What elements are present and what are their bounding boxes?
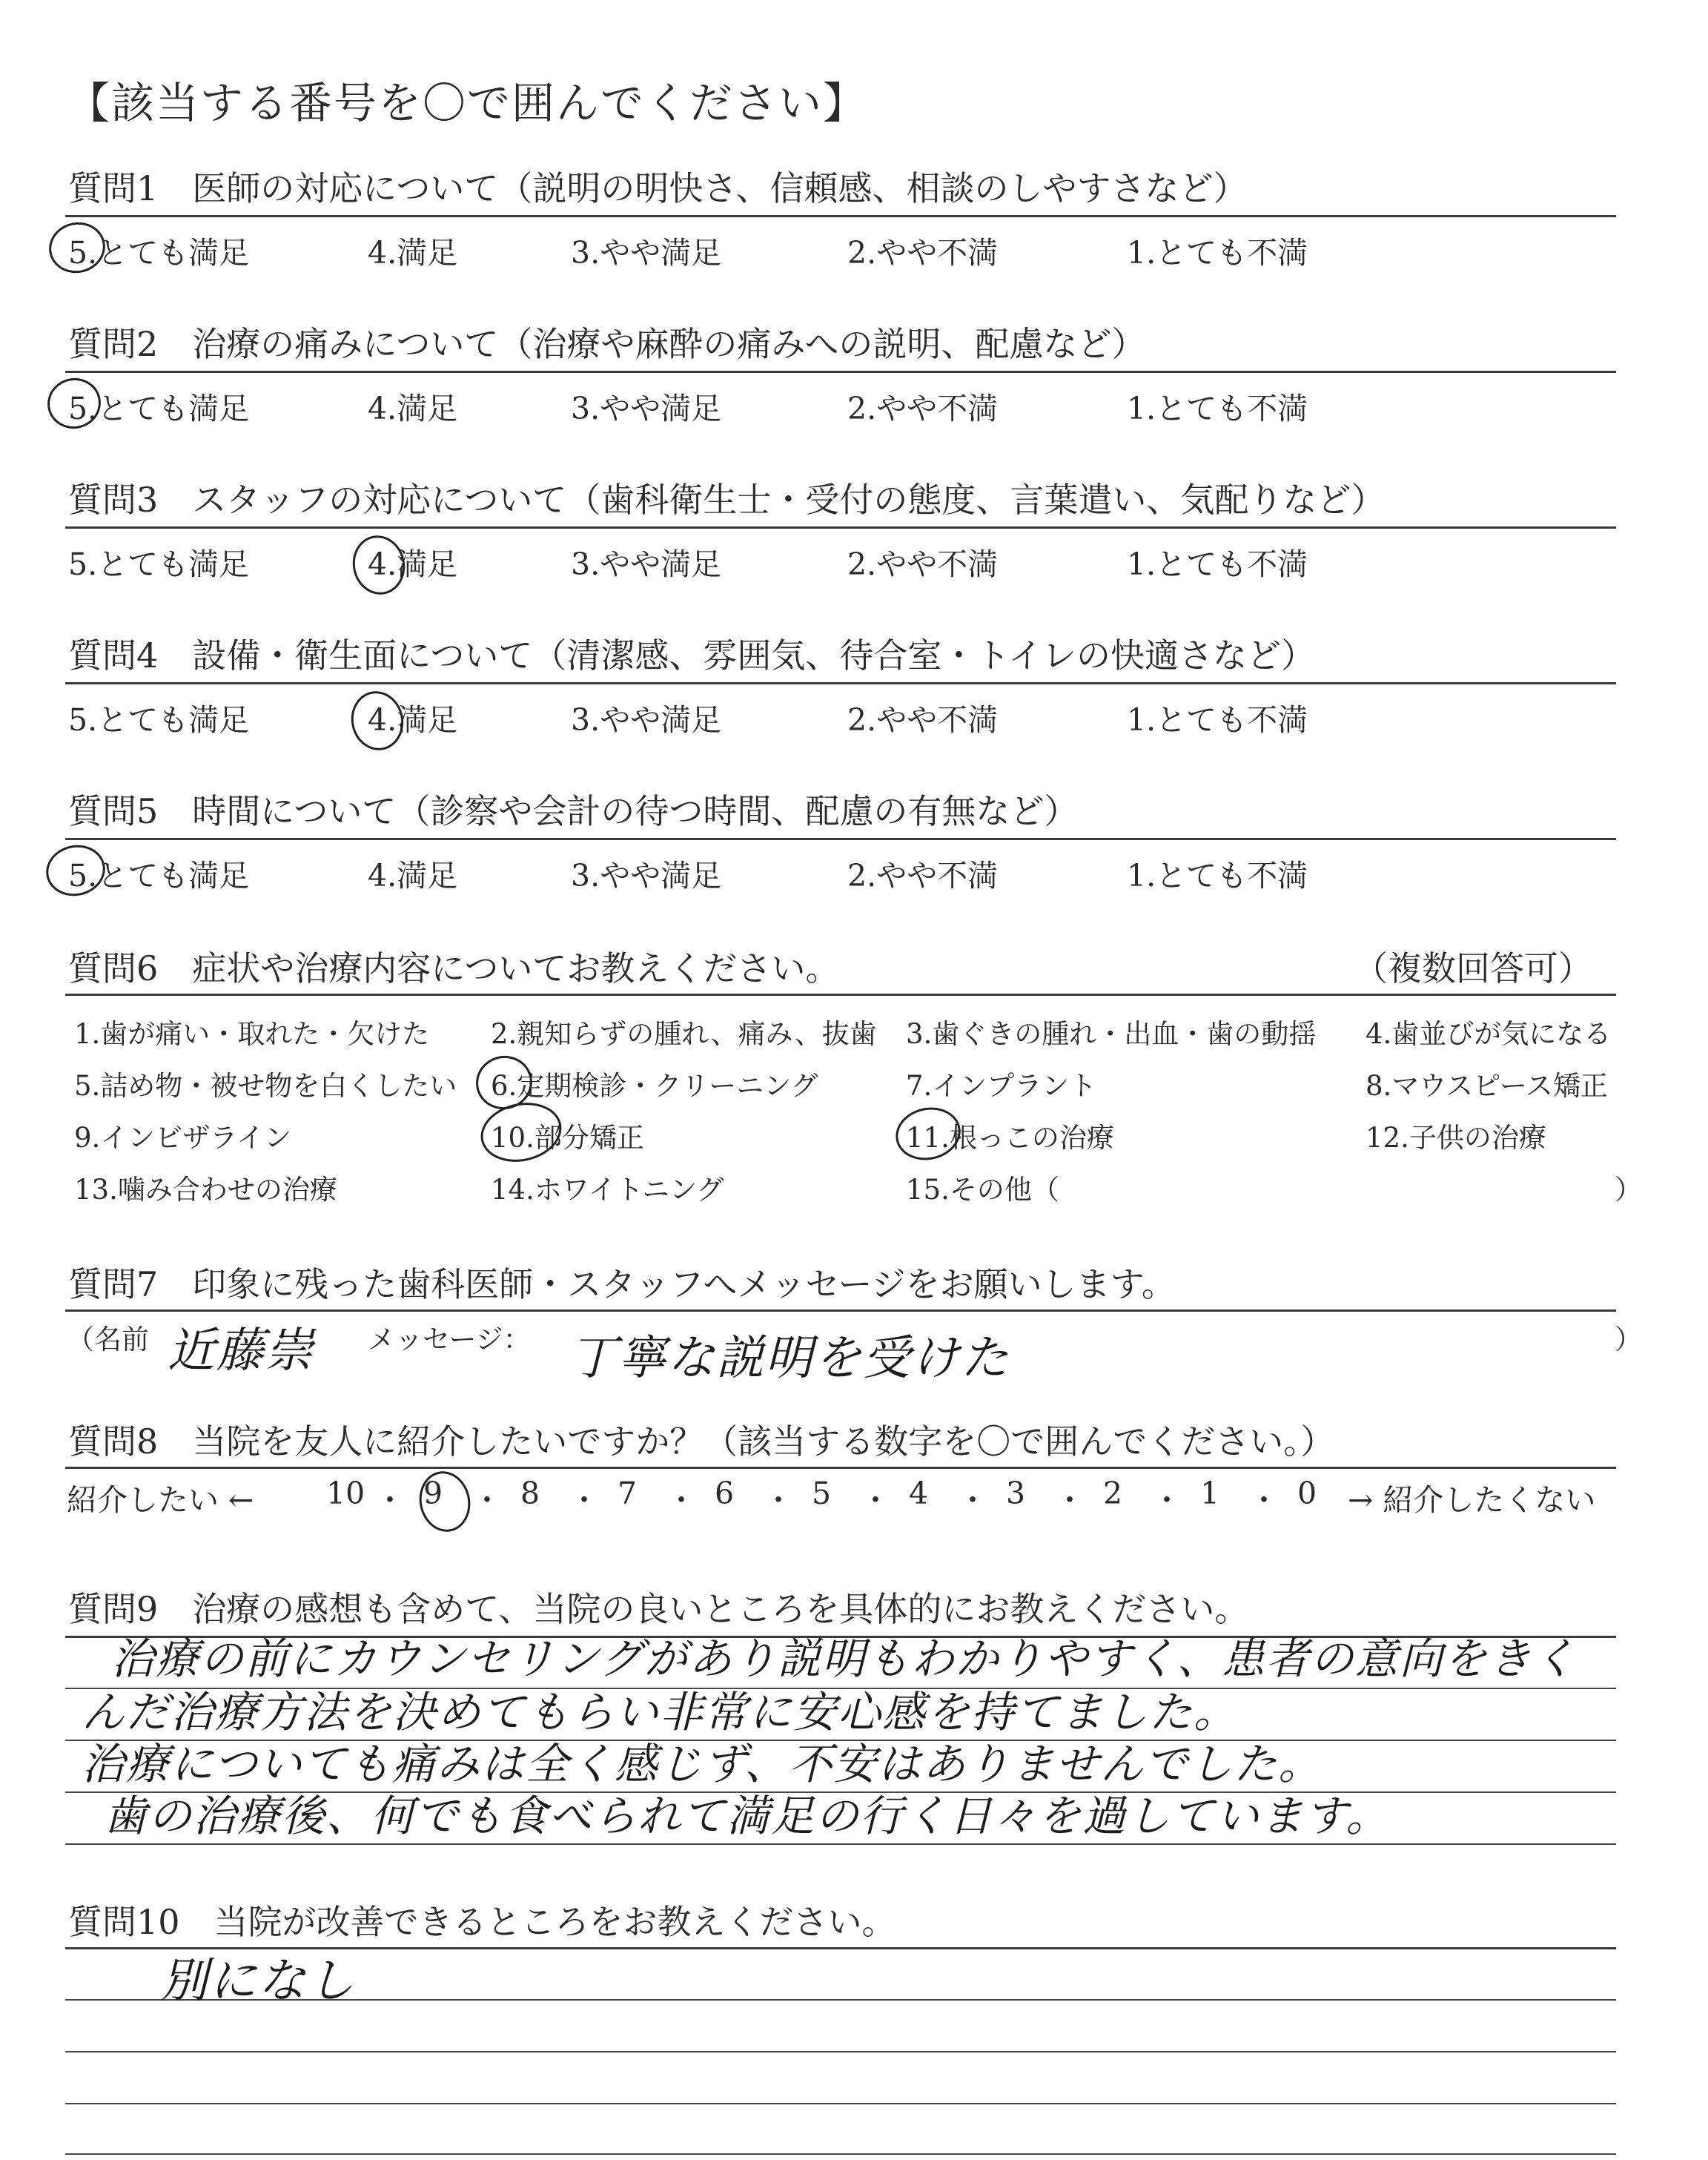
q9-answer-line-2[interactable]: んだ治療方法を決めてもらい非常に安心感を持てました。 bbox=[82, 1687, 1239, 1737]
q6-item-10[interactable]: 10.部分矯正 bbox=[491, 1122, 644, 1154]
q8-scale-separator: ・ bbox=[1248, 1482, 1280, 1518]
q8-scale-separator: ・ bbox=[860, 1482, 891, 1518]
q6-selection-circle-11 bbox=[891, 1102, 966, 1166]
q8-left-label: 紹介したい ← bbox=[67, 1482, 254, 1518]
q5-option-2[interactable]: 2.やや不満 bbox=[847, 858, 999, 894]
q4-option-2[interactable]: 2.やや不満 bbox=[847, 702, 999, 738]
q7-message-value[interactable]: 丁寧な説明を受けた bbox=[569, 1331, 1010, 1386]
q6-item-13[interactable]: 13.噛み合わせの治療 bbox=[74, 1174, 337, 1206]
q8-scale-value-5[interactable]: 5 bbox=[812, 1476, 832, 1511]
question-4-label: 質問4 設備・衛生面について（清潔感、雰囲気、待合室・トイレの快適さなど） bbox=[68, 635, 1316, 676]
q8-scale-separator: ・ bbox=[569, 1482, 600, 1518]
question-1-label: 質問1 医師の対応について（説明の明快さ、信頼感、相談のしやすさなど） bbox=[68, 168, 1248, 208]
q8-scale-value-1[interactable]: 1 bbox=[1200, 1476, 1220, 1511]
q9-answer-line-4[interactable]: 歯の治療後、何でも食べられて満足の行く日々を過しています。 bbox=[104, 1791, 1391, 1841]
q3-option-5[interactable]: 5.とても満足 bbox=[68, 546, 250, 582]
question-8-label: 質問8 当院を友人に紹介したいですか？（該当する数字を〇で囲んでください。） bbox=[68, 1421, 1335, 1462]
q10-writing-line-3 bbox=[65, 2103, 1616, 2104]
q1-option-2[interactable]: 2.やや不満 bbox=[847, 235, 999, 271]
q8-scale-separator: ・ bbox=[374, 1482, 406, 1518]
question-7-rule bbox=[65, 1309, 1616, 1312]
q1-option-5[interactable]: 5.とても満足 bbox=[68, 235, 250, 271]
question-1-rule bbox=[65, 215, 1616, 217]
q9-answer-line-1[interactable]: 治療の前にカウンセリングがあり説明もわかりやすく、患者の意向をきく bbox=[111, 1634, 1578, 1684]
q1-option-3[interactable]: 3.やや満足 bbox=[571, 235, 722, 271]
q7-name-label: （名前 bbox=[67, 1324, 149, 1355]
question-3-label: 質問3 スタッフの対応について（歯科衛生士・受付の態度、言葉遣い、気配りなど） bbox=[68, 480, 1386, 520]
question-5-rule bbox=[65, 838, 1616, 840]
q9-writing-line-4 bbox=[65, 1843, 1616, 1845]
question-3-rule bbox=[65, 526, 1616, 529]
q6-item-8[interactable]: 8.マウスピース矯正 bbox=[1366, 1070, 1608, 1102]
q6-other-close-paren: ） bbox=[1615, 1174, 1642, 1206]
q5-option-5[interactable]: 5.とても満足 bbox=[68, 858, 250, 894]
question-10-label: 質問10 当院が改善できるところをお教えください。 bbox=[68, 1902, 896, 1942]
q10-writing-line-4 bbox=[65, 2153, 1616, 2155]
q8-scale-value-7[interactable]: 7 bbox=[618, 1476, 638, 1511]
question-7-label: 質問7 印象に残った歯科医師・スタッフへメッセージをお願いします。 bbox=[68, 1264, 1176, 1304]
q6-item-15[interactable]: 15.その他（ bbox=[906, 1174, 1059, 1206]
q4-option-1[interactable]: 1.とても不満 bbox=[1127, 702, 1308, 738]
question-5-label: 質問5 時間について（診察や会計の待つ時間、配慮の有無など） bbox=[68, 791, 1079, 831]
q5-option-1[interactable]: 1.とても不満 bbox=[1127, 858, 1308, 894]
q8-scale-value-2[interactable]: 2 bbox=[1103, 1476, 1123, 1511]
q7-close-paren: ） bbox=[1615, 1324, 1642, 1355]
q6-item-12[interactable]: 12.子供の治療 bbox=[1366, 1122, 1546, 1154]
q5-option-3[interactable]: 3.やや満足 bbox=[571, 858, 722, 894]
q2-option-5[interactable]: 5.とても満足 bbox=[68, 391, 250, 426]
question-6-note: （複数回答可） bbox=[1354, 948, 1592, 988]
q2-option-3[interactable]: 3.やや満足 bbox=[571, 391, 722, 426]
q2-option-4[interactable]: 4.満足 bbox=[368, 391, 458, 426]
q3-option-1[interactable]: 1.とても不満 bbox=[1127, 546, 1308, 582]
q5-option-4[interactable]: 4.満足 bbox=[368, 858, 458, 894]
q3-option-3[interactable]: 3.やや満足 bbox=[571, 546, 722, 582]
q4-option-5[interactable]: 5.とても満足 bbox=[68, 702, 250, 738]
q8-scale-value-10[interactable]: 10 bbox=[326, 1476, 365, 1511]
q6-item-7[interactable]: 7.インプラント bbox=[906, 1070, 1097, 1102]
q8-scale-separator: ・ bbox=[471, 1482, 503, 1518]
q1-option-1[interactable]: 1.とても不満 bbox=[1127, 235, 1308, 271]
q6-item-2[interactable]: 2.親知らずの腫れ、痛み、抜歯 bbox=[491, 1018, 877, 1050]
q3-option-2[interactable]: 2.やや不満 bbox=[847, 546, 999, 582]
q6-item-1[interactable]: 1.歯が痛い・取れた・欠けた bbox=[74, 1018, 430, 1050]
q1-option-4[interactable]: 4.満足 bbox=[368, 235, 458, 271]
q2-option-2[interactable]: 2.やや不満 bbox=[847, 391, 999, 426]
question-2-label: 質問2 治療の痛みについて（治療や麻酔の痛みへの説明、配慮など） bbox=[68, 324, 1146, 364]
q3-option-4[interactable]: 4.満足 bbox=[368, 546, 458, 582]
q8-scale-separator: ・ bbox=[957, 1482, 988, 1518]
form-title: 【該当する番号を〇で囲んでください】 bbox=[67, 78, 868, 128]
q7-name-value[interactable]: 近藤崇 bbox=[168, 1324, 314, 1378]
q8-scale-separator: ・ bbox=[1054, 1482, 1085, 1518]
question-9-label: 質問9 治療の感想も含めて、当院の良いところを具体的にお教えください。 bbox=[68, 1589, 1249, 1629]
q7-message-label: メッセージ： bbox=[368, 1324, 531, 1355]
q10-writing-line-2 bbox=[65, 2051, 1616, 2052]
question-6-rule bbox=[65, 994, 1616, 996]
q8-right-label: → 紹介したくない bbox=[1348, 1482, 1596, 1518]
q4-option-4[interactable]: 4.満足 bbox=[368, 702, 458, 738]
question-2-rule bbox=[65, 371, 1616, 373]
q8-scale-value-3[interactable]: 3 bbox=[1006, 1476, 1026, 1511]
q8-scale-value-4[interactable]: 4 bbox=[909, 1476, 929, 1511]
q10-answer-line-1[interactable]: 別になし bbox=[160, 1954, 356, 2009]
q6-item-5[interactable]: 5.詰め物・被せ物を白くしたい bbox=[74, 1070, 457, 1102]
q8-scale-separator: ・ bbox=[1151, 1482, 1182, 1518]
q8-scale-value-6[interactable]: 6 bbox=[715, 1476, 735, 1511]
q6-item-4[interactable]: 4.歯並びが気になる bbox=[1366, 1018, 1612, 1050]
q8-scale-value-9[interactable]: 9 bbox=[423, 1476, 443, 1511]
q4-option-3[interactable]: 3.やや満足 bbox=[571, 702, 722, 738]
q8-scale-value-8[interactable]: 8 bbox=[520, 1476, 540, 1511]
q9-answer-line-3[interactable]: 治療についても痛みは全く感じず、不安はありませんでした。 bbox=[82, 1739, 1323, 1789]
q8-scale-value-0[interactable]: 0 bbox=[1297, 1476, 1317, 1511]
q6-item-3[interactable]: 3.歯ぐきの腫れ・出血・歯の動揺 bbox=[906, 1018, 1317, 1050]
question-6-label: 質問6 症状や治療内容についてお教えください。 bbox=[68, 948, 840, 988]
q6-item-6[interactable]: 6.定期検診・クリーニング bbox=[491, 1070, 818, 1102]
q6-item-9[interactable]: 9.インビザライン bbox=[74, 1122, 292, 1154]
question-8-rule bbox=[65, 1467, 1616, 1469]
q6-selection-circle-10 bbox=[475, 1095, 567, 1169]
q2-option-1[interactable]: 1.とても不満 bbox=[1127, 391, 1308, 426]
q8-scale-separator: ・ bbox=[666, 1482, 697, 1518]
q6-item-11[interactable]: 11.根っこの治療 bbox=[906, 1122, 1114, 1154]
q6-item-14[interactable]: 14.ホワイトニング bbox=[491, 1174, 724, 1206]
question-4-rule bbox=[65, 682, 1616, 684]
q8-scale-separator: ・ bbox=[763, 1482, 794, 1518]
